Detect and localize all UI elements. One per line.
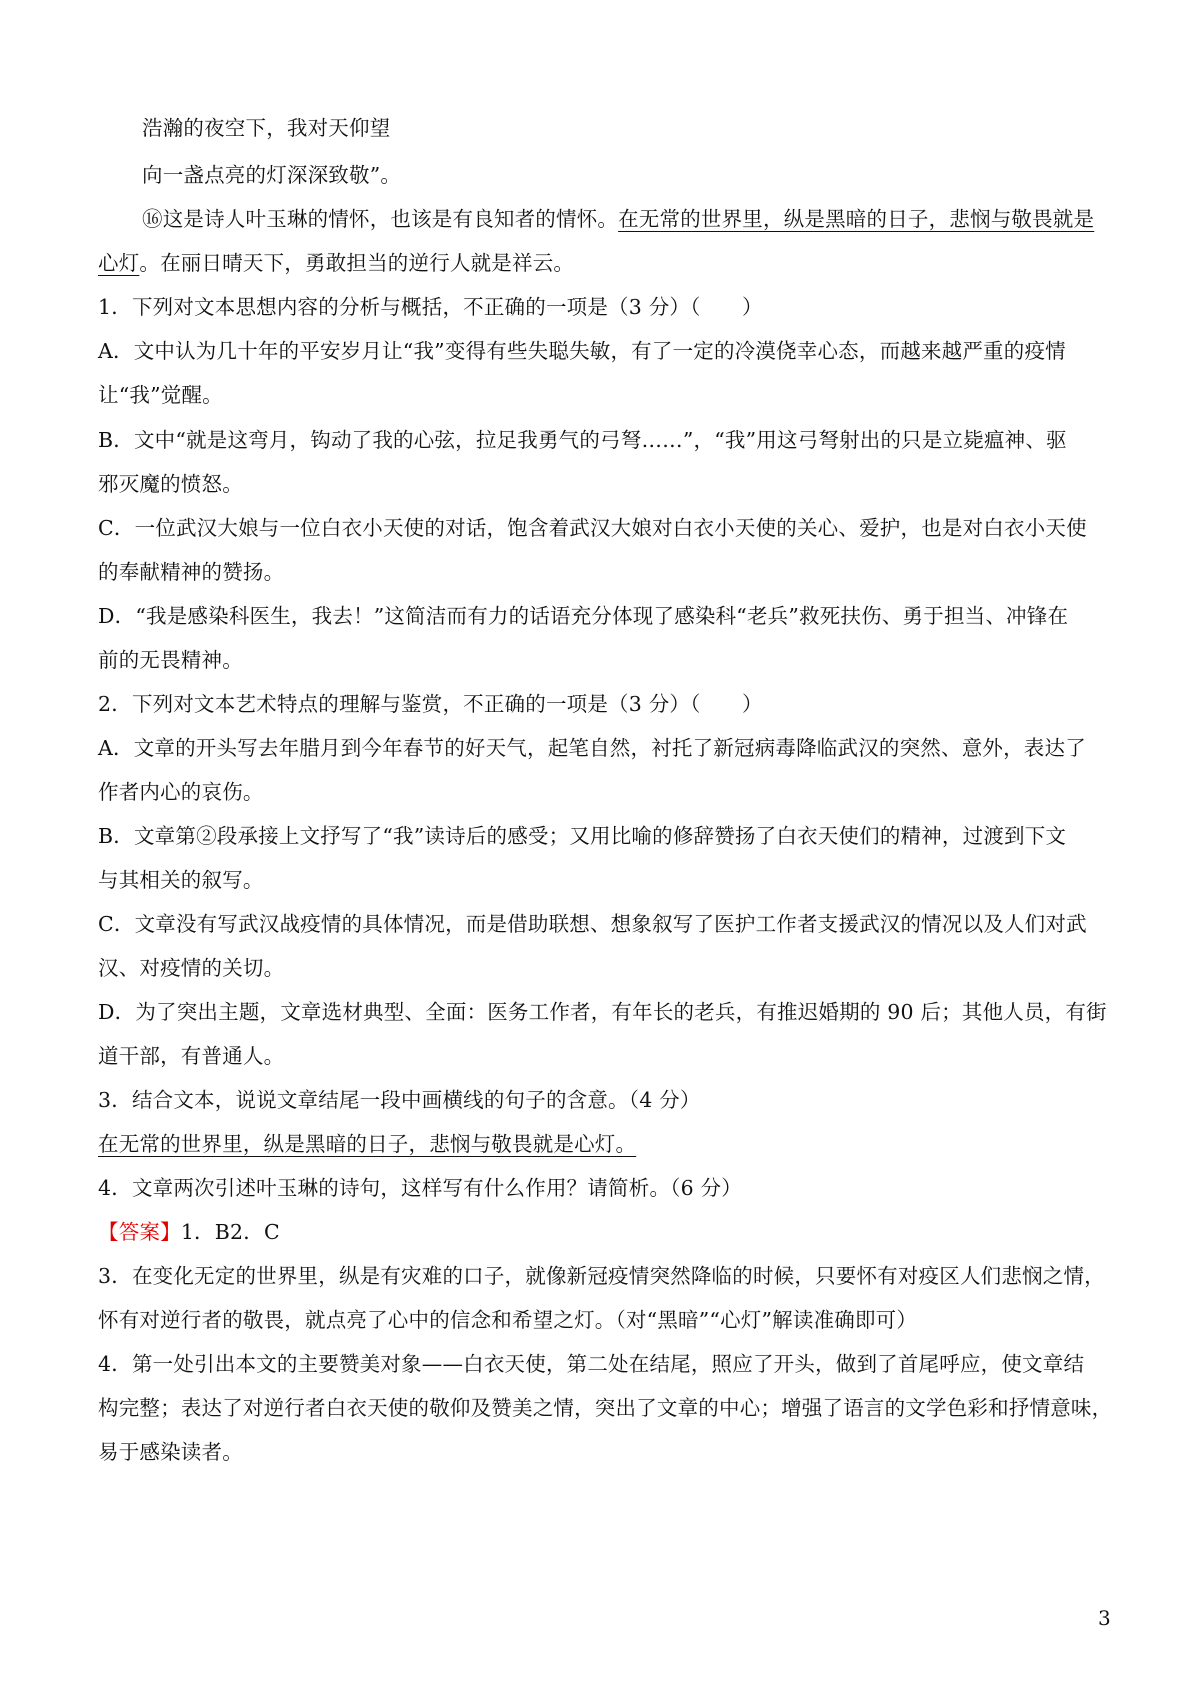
answer-4-line-1: 4．第一处引出本文的主要赞美对象——白衣天使，第二处在结尾，照应了开头，做到了首尾呼应，使文章结 <box>98 1352 1085 1376</box>
question-2-option-c: C．文章没有写武汉战疫情的具体情况，而是借助联想、想象叙写了医护工作者支援武汉的情况以及人们对武 <box>98 912 1087 936</box>
poem-line-2: 向一盏点亮的灯深深致敬”。 <box>142 163 402 187</box>
question-1-option-d: D．“我是感染科医生，我去！”这简洁而有力的话语充分体现了感染科“老兵”救死扶伤、勇于担当、冲锋在 <box>98 604 1069 628</box>
question-2-option-a: A．文章的开头写去年腊月到今年春节的好天气，起笔自然，衬托了新冠病毒降临武汉的突然、意外，表达了 <box>98 736 1086 760</box>
question-3-stem: 3．结合文本，说说文章结尾一段中画横线的句子的含意。（4 分） <box>98 1088 701 1112</box>
underlined-sentence: 在无常的世界里，纵是黑暗的日子，悲悯与敬畏就是 <box>618 207 1095 231</box>
answer-1-2: 1．B2．C <box>180 1220 280 1244</box>
answer-4-line-3: 易于感染读者。 <box>98 1440 243 1464</box>
poem-line-1: 浩瀚的夜空下，我对天仰望 <box>142 116 391 140</box>
page-number: 3 <box>1098 1606 1111 1630</box>
paragraph-16-text: ⑯这是诗人叶玉琳的情怀，也该是有良知者的情怀。 <box>142 207 619 231</box>
question-4-stem: 4．文章两次引述叶玉琳的诗句，这样写有什么作用？请简析。（6 分） <box>98 1176 742 1200</box>
question-2-option-b-cont: 与其相关的叙写。 <box>98 868 264 892</box>
question-1-option-c-cont: 的奉献精神的赞扬。 <box>98 560 285 584</box>
question-1-option-b: B．文中“就是这弯月，钩动了我的心弦，拉足我勇气的弓弩……”，“我”用这弓弩射出的只是立毙瘟神、驱 <box>98 428 1067 452</box>
question-1-stem: 1．下列对文本思想内容的分析与概括，不正确的一项是（3 分）（ ） <box>98 295 763 319</box>
question-2-option-d-cont: 道干部，有普通人。 <box>98 1044 285 1068</box>
answer-line <box>98 1217 280 1247</box>
question-2-option-c-cont: 汉、对疫情的关切。 <box>98 956 285 980</box>
question-1-option-a-cont: 让“我”觉醒。 <box>98 383 223 407</box>
paragraph-16-line-2 <box>98 248 574 278</box>
paragraph-16-line-1 <box>142 204 1094 234</box>
question-1-option-a: A．文中认为几十年的平安岁月让“我”变得有些失聪失敏，有了一定的冷漠侥幸心态，而越来越严重的疫情 <box>98 339 1066 363</box>
answer-3-line-2: 怀有对逆行者的敬畏，就点亮了心中的信念和希望之灯。（对“黑暗”“心灯”解读准确即可） <box>98 1308 918 1332</box>
underlined-sentence-end: 心灯 <box>98 251 140 275</box>
question-2-option-b: B．文章第②段承接上文抒写了“我”读诗后的感受；又用比喻的修辞赞扬了白衣天使们的精神，过渡到下文 <box>98 824 1067 848</box>
answer-label: 【答案】 <box>98 1220 181 1244</box>
question-3-quote: 在无常的世界里，纵是黑暗的日子，悲悯与敬畏就是心灯。 <box>98 1132 637 1156</box>
question-2-stem: 2．下列对文本艺术特点的理解与鉴赏，不正确的一项是（3 分）（ ） <box>98 692 763 716</box>
answer-3-line-1: 3．在变化无定的世界里，纵是有灾难的口子，就像新冠疫情突然降临的时候，只要怀有对疫区人们悲悯之情， <box>98 1264 1105 1288</box>
paragraph-16-text-end: 。在丽日晴天下，勇敢担当的逆行人就是祥云。 <box>139 251 575 275</box>
answer-4-line-2: 构完整；表达了对逆行者白衣天使的敬仰及赞美之情，突出了文章的中心；增强了语言的文学色彩和抒情意味， <box>98 1396 1113 1420</box>
question-1-option-d-cont: 前的无畏精神。 <box>98 648 243 672</box>
question-2-option-a-cont: 作者内心的哀伤。 <box>98 780 264 804</box>
question-2-option-d: D．为了突出主题，文章选材典型、全面：医务工作者，有年长的老兵，有推迟婚期的 90 后；其他人员，有街 <box>98 1000 1107 1024</box>
question-1-option-c: C．一位武汉大娘与一位白衣小天使的对话，饱含着武汉大娘对白衣小天使的关心、爱护，也是对白衣小天使 <box>98 516 1087 540</box>
question-1-option-b-cont: 邪灭魔的愤怒。 <box>98 472 243 496</box>
